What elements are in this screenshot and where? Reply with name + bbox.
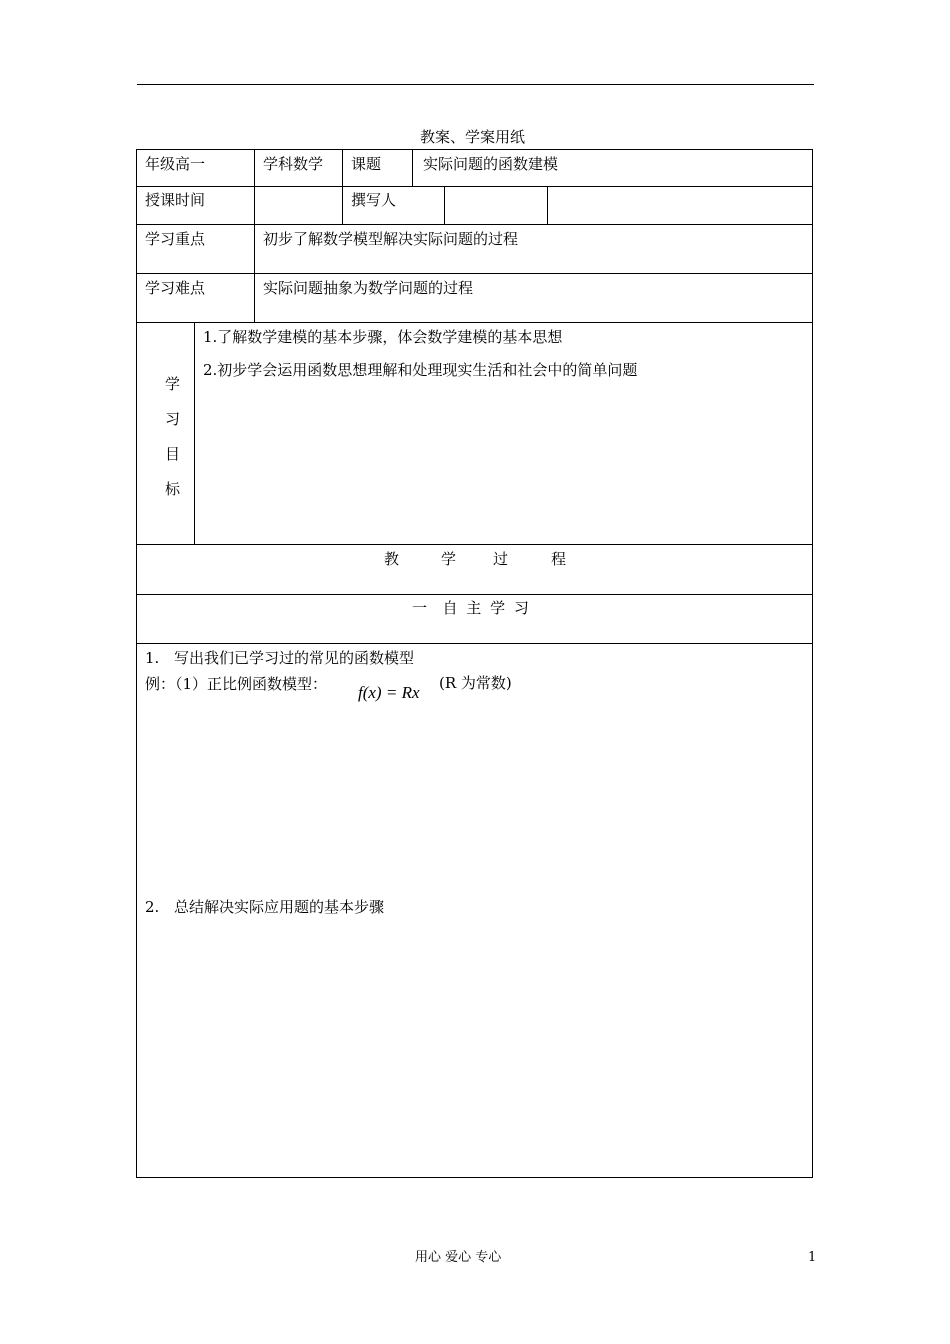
- row-line: [136, 643, 813, 644]
- row-line: [136, 322, 813, 323]
- row-line: [136, 544, 813, 545]
- goal-item: 1.了解数学建模的基本步骤，体会数学建模的基本思想: [203, 328, 563, 346]
- table-border-bottom: [136, 1177, 813, 1178]
- row-line: [136, 186, 813, 187]
- col-line: [342, 149, 343, 187]
- row-line: [136, 273, 813, 274]
- time-label: 授课时间: [145, 191, 206, 209]
- doc-title: 教案、学案用纸: [420, 128, 526, 146]
- q1-text: 写出我们已学习过的常见的函数模型: [174, 649, 415, 667]
- footer-text: 用心 爱心 专心: [415, 1250, 502, 1265]
- goals-label-char: 学: [165, 375, 181, 393]
- col-line: [412, 149, 413, 187]
- difficulty-label: 学习难点: [145, 279, 206, 297]
- header-rule: [137, 84, 814, 85]
- topic-value: 实际问题的函数建模: [423, 155, 559, 173]
- q1-example: 例：（1）正比例函数模型：: [145, 675, 328, 693]
- difficulty-text: 实际问题抽象为数学问题的过程: [263, 279, 474, 297]
- goals-label-char: 标: [165, 480, 181, 498]
- process-heading-char: 教: [384, 550, 400, 568]
- q1-formula-note: (R 为常数): [439, 674, 512, 692]
- q1-formula: f(x) = Rx: [358, 683, 420, 702]
- key-point-label: 学习重点: [145, 230, 206, 248]
- col-line: [444, 186, 445, 225]
- col-line: [342, 186, 343, 225]
- goals-label-char: 目: [165, 445, 181, 463]
- col-line: [194, 322, 195, 545]
- q1-number: 1.: [145, 649, 160, 667]
- table-border-left: [136, 149, 137, 1178]
- row-line: [136, 594, 813, 595]
- col-line: [254, 224, 255, 323]
- col-line: [547, 186, 548, 225]
- process-heading-char: 学: [441, 550, 457, 568]
- goals-label-char: 习: [165, 410, 181, 428]
- col-line: [254, 149, 255, 187]
- author-label: 撰写人: [351, 191, 397, 209]
- key-point-text: 初步了解数学模型解决实际问题的过程: [263, 230, 519, 248]
- table-border-top: [136, 149, 813, 150]
- q2-number: 2.: [145, 898, 160, 916]
- subject-cell: 学科数学: [263, 155, 324, 173]
- topic-label: 课题: [351, 155, 382, 173]
- row-line: [136, 224, 813, 225]
- section-heading: 一 自 主 学 习: [412, 599, 531, 617]
- table-border-right: [812, 149, 813, 1178]
- q2-text: 总结解决实际应用题的基本步骤: [174, 898, 385, 916]
- col-line: [254, 186, 255, 225]
- page-number: 1: [808, 1250, 817, 1265]
- goal-item: 2.初步学会运用函数思想理解和处理现实生活和社会中的简单问题: [203, 361, 638, 379]
- process-heading-char: 过: [493, 550, 509, 568]
- grade-cell: 年级高一: [145, 155, 206, 173]
- process-heading-char: 程: [551, 550, 567, 568]
